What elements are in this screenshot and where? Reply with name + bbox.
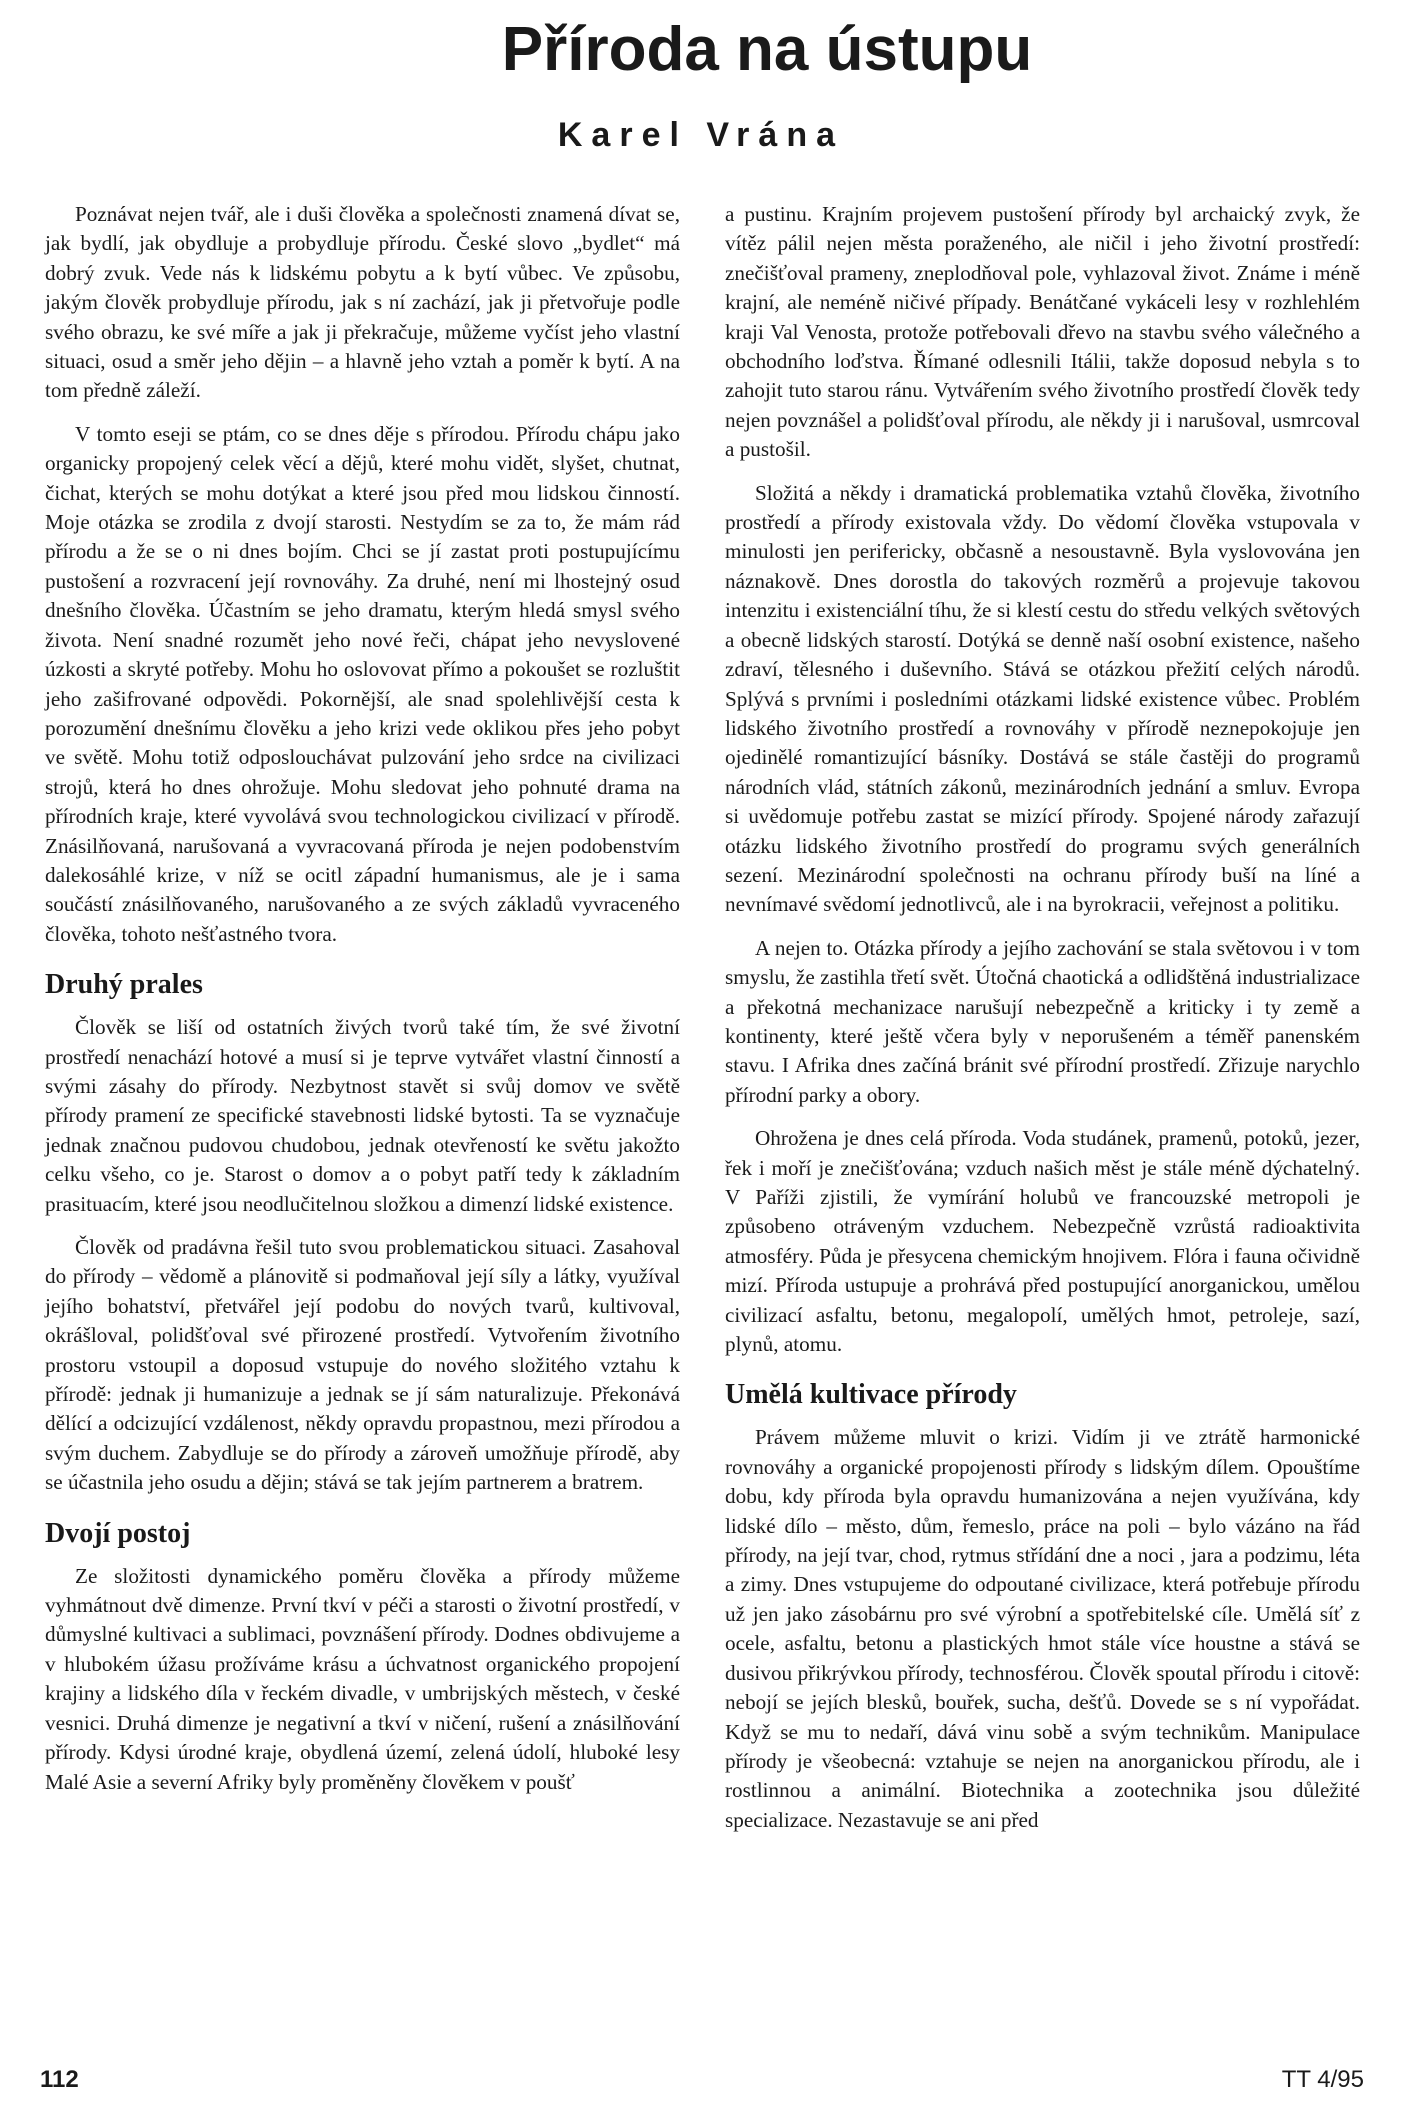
paragraph: V tomto eseji se ptám, co se dnes děje s přírodou. Přírodu chápu jako organicky propojený celek věcí a dějů, které mohu vidět, slyšet, chutnat, čichat, kterých se mohu dotýkat a které jsou před mou lidskou činností. Moje otázka se zrodila z dvojí starosti. Nestydím se za to, že mám rád přírodu a že se o ni dnes bojím. Chci se jí zastat proti postupujícímu pustošení a rozvracení její rovnováhy. Za druhé, není mi lhostejný osud dnešního člověka. Účastním se jeho dramatu, kterým hledá smysl svého života. Není snadné rozumět jeho nové řeči, chápat jeho nevyslovené úzkosti a skryté potřeby. Mohu ho oslovovat přímo a pokoušet se rozluštit jeho zašifrované odpovědi. Pokornější, ale snad spolehlivější cesta k porozumění dnešnímu člověku a jeho krizi vede oklikou přes jeho pobyt ve světě. Mohu totiž odposlouchávat pulzování jeho srdce na civilizaci strojů, která ho dnes ohrožuje. Mohu sledovat jeho pohnuté drama na přírodních kraje, které vyvolává svou technologickou civilizací v přírodě. Znásilňovaná, narušovaná a vyvracovaná příroda je nejen podobenstvím dalekosáhlé krize, v níž se ocitl západní humanismus, ale je i sama součástí znásilňovaného, narušovaného a ze svých základů vyvraceného člověka, tohoto nešťastného tvora. [45,421,680,946]
section-heading: Umělá kultivace přírody [725,1379,1017,1411]
paragraph: A nejen to. Otázka přírody a jejího zachování se stala světovou i v tom smyslu, že zastihla třetí svět. Útočná chaotická a odlidštěná industrializace a překotná mechanizace narušují nebezpečně a kriticky i ty země a kontinenty, které ještě včera byly v neporušeném a téměř panenském stavu. I Afrika dnes začíná bránit své přírodní prostředí. Zřizuje narychlo přírodní parky a obory. [725,935,1360,1107]
page-number: 112 [40,2066,79,2093]
issue-label: TT 4/95 [1281,2066,1364,2093]
paragraph: Ze složitosti dynamického poměru člověka a přírody můžeme vyhmátnout dvě dimenze. První tkví v péči a starosti o životní prostředí, v důmyslné kultivaci a sublimaci, povznášení přírody. Dodnes obdivujeme a v hlubokém úžasu prožíváme krásu a úchvatnost organického propojení krajiny a lidského díla v řeckém divadle, v umbrijských městech, v české vesnici. Druhá dimenze je negativní a tkví v ničení, rušení a znásilňování přírody. Kdysi úrodné kraje, obydlená území, zelená údolí, hluboké lesy Malé Asie a severní Afriky byly proměněny člověkem v poušť [45,1563,680,1794]
article-title: Příroda na ústupu [501,15,1033,84]
paragraph: Člověk se liší od ostatních živých tvorů také tím, že své životní prostředí nenachází hotové a musí si je teprve vytvářet vlastní činností a svými zásahy do přírody. Nezbytnost stavět si svůj domov ve světě přírody pramení ze specifické stavebnosti lidské bytosti. Ta se vyznačuje jednak značnou pudovou chudobou, jednak otevřeností ke světu jakožto celku všeho, co je. Starost o domov a o pobyt patří tedy k základním prasituacím, které jsou neodlučitelnou složkou a dimenzí lidské existence. [45,1015,680,1216]
paragraph: Právem můžeme mluvit o krizi. Vidím ji ve ztrátě harmonické rovnováhy a organické propojenosti přírody s lidským dílem. Opouštíme dobu, kdy příroda byla opravdu humanizována a nejen využívána, kdy lidské dílo – město, dům, řemeslo, práce na poli – bylo vázáno na řád přírody, na její tvar, chod, rytmus střídání dne a noci , jara a podzimu, léta a zimy. Dnes vstupujeme do odpoutané civilizace, která potřebuje přírodu už jen jako zásobárnu pro své výrobní a spotřebitelské cíle. Umělá síť z ocele, asfaltu, betonu a plastických hmot stále více houstne a stává se dusivou přikrývkou přírody, technosférou. Člověk spoutal přírodu i citově: nebojí se jejích blesků, bouřek, sucha, dešťů. Dovede se s ní vypořádat. Když se mu to nedaří, dává vinu sobě a svým technikům. Manipulace přírody je všeobecná: vztahuje se nejen na anorganickou přírodu, ale i rostlinnou a animální. Biotechnika a zootechnika jsou důležité specializace. Nezastavuje se ani před [725,1425,1360,1832]
section-heading: Druhý prales [45,969,203,1001]
paragraph: Poznávat nejen tvář, ale i duši člověka a společnosti znamená dívat se, jak bydlí, jak obydluje a probydluje přírodu. České slovo „bydlet“ má dobrý zvuk. Vede nás k lidskému pobytu a k bytí vůbec. Ve způsobu, jakým člověk probydluje přírodu, jak s ní zachází, jak ji přetvořuje podle svého obrazu, ke své míře a jak ji překračuje, můžeme vyčíst jeho vlastní situaci, osud a směr jeho dějin – a hlavně jeho vztah a poměr k bytí. A na tom předně záleží. [45,202,680,403]
article-author: Karel Vrána [557,116,844,154]
left-column [45,200,680,1811]
paragraph: Složitá a někdy i dramatická problematika vztahů člověka, životního prostředí a přírody existovala vždy. Do vědomí člověka vstupovala v minulosti jen perifericky, občasně a nesoustavně. Byla vyslovována jen náznakově. Dnes dorostla do takových rozměrů a projevuje takovou intenzitu i existenciální tíhu, že si klestí cestu do středu velkých světových a obecně lidských starostí. Dotýká se denně naší osobní existence, našeho zdraví, tělesného i duševního. Stává se otázkou přežití celých národů. Splývá s prvními i posledními otázkami lidské existence vůbec. Problém lidského životního prostředí a rovnováhy v přírodě neznepokojuje jen ojedinělé romantizující básníky. Dostává se stále častěji do programů národních vlád, státních zákonů, mezinárodních jednání a smluv. Evropa si uvědomuje potřebu zastat se mizící přírody. Spojené národy zařazují otázku lidského životního prostředí do programu svých generálních sezení. Mezinárodní společnosti na ochranu přírody buší na líné a nevnímavé svědomí jednotlivců, ale i na byrokracii, veřejnost a politiku. [725,480,1360,917]
right-column [725,200,1360,1849]
paragraph: Ohrožena je dnes celá příroda. Voda studánek, pramenů, potoků, jezer, řek i moří je znečišťována; vzduch našich měst je stále méně dýchatelný. V Paříži zjistili, že vymírání holubů ve francouzské metropoli je způsobeno otráveným vzduchem. Nebezpečně vzrůstá radioaktivita atmosféry. Půda je přesycena chemickým hnojivem. Flóra i fauna očividně mizí. Příroda ustupuje a prohrává před postupující anorganickou, umělou civilizací asfaltu, betonu, megalopolí, umělých hmot, petroleje, sazí, plynů, atomu. [725,1126,1360,1357]
section-heading: Dvojí postoj [45,1517,191,1549]
paragraph: Člověk od pradávna řešil tuto svou problematickou situaci. Zasahoval do přírody – vědomě a plánovitě si podmaňoval její síly a látky, využíval jejího bohatství, přetvářel její podobu do nových tvarů, kultivoval, okrášloval, polidšťoval své přirozené prostředí. Vytvořením životního prostoru vstoupil a doposud vstupuje do nového složitého vztahu k přírodě: jednak ji humanizuje a jednak se jí sám naturalizuje. Překonává dělící a odcizující vzdálenost, někdy opravdu propastnou, mezi přírodou a svým duchem. Zabydluje se do přírody a zároveň umožňuje přírodě, aby se účastnila jeho osudu a dějin; stává se tak jejím partnerem a bratrem. [45,1235,680,1495]
paragraph: a pustinu. Krajním projevem pustošení přírody byl archaický zvyk, že vítěz pálil nejen města poraženého, ale ničil i jeho životní prostředí: znečišťoval prameny, zneplodňoval pole, vyhlazoval život. Známe i méně krajní, ale neméně ničivé případy. Benátčané vykáceli lesy v rozhlehlém kraji Val Venosta, protože potřebovali dřevo na stavbu svého válečného a obchodního loďstva. Římané odlesnili Itálii, takže doposud nebyla s to zahojit tuto starou ránu. Vytvářením svého životního prostředí člověk tedy nejen povznášel a polidšťoval přírodu, ale někdy ji i narušoval, usmrcoval a pustošil. [725,202,1360,462]
